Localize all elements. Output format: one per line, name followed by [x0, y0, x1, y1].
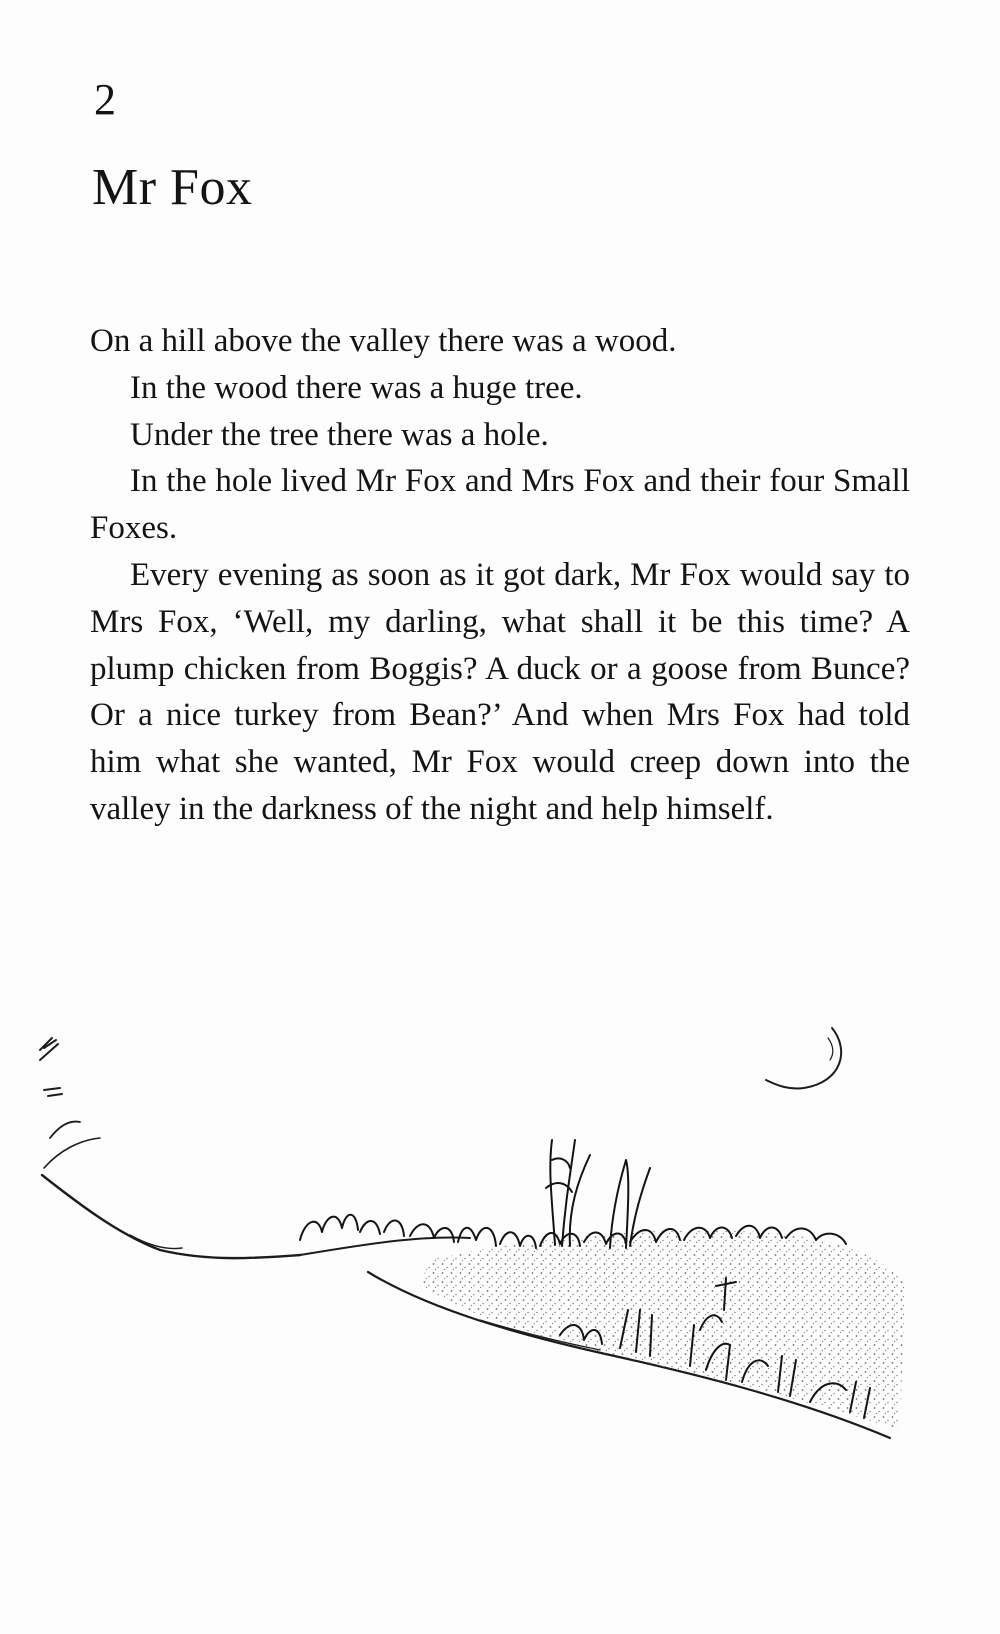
paragraph: In the hole lived Mr Fox and Mrs Fox and their four Small Foxes.	[90, 463, 910, 547]
hill-illustration	[0, 1010, 1000, 1470]
paragraph: In the wood there was a huge tree.	[130, 369, 583, 406]
paragraph: Every evening as soon as it got dark, Mr Fox would say to Mrs Fox, ‘Well, my darling, what shall it be this time? A plump chicken from Boggis? A duck or a goose from Bunce? Or a nice turkey from Bean?’ And when Mrs Fox had told him what she wanted, Mr Fox would creep down into the valley in the darkness of the night and help himself.	[90, 556, 910, 827]
paragraph: On a hill above the valley there was a wood.	[90, 323, 677, 359]
chapter-title: Mr Fox	[92, 159, 253, 216]
chapter-number: 2	[94, 75, 116, 124]
chapter-body	[90, 318, 910, 833]
paragraph: Under the tree there was a hole.	[130, 416, 549, 453]
